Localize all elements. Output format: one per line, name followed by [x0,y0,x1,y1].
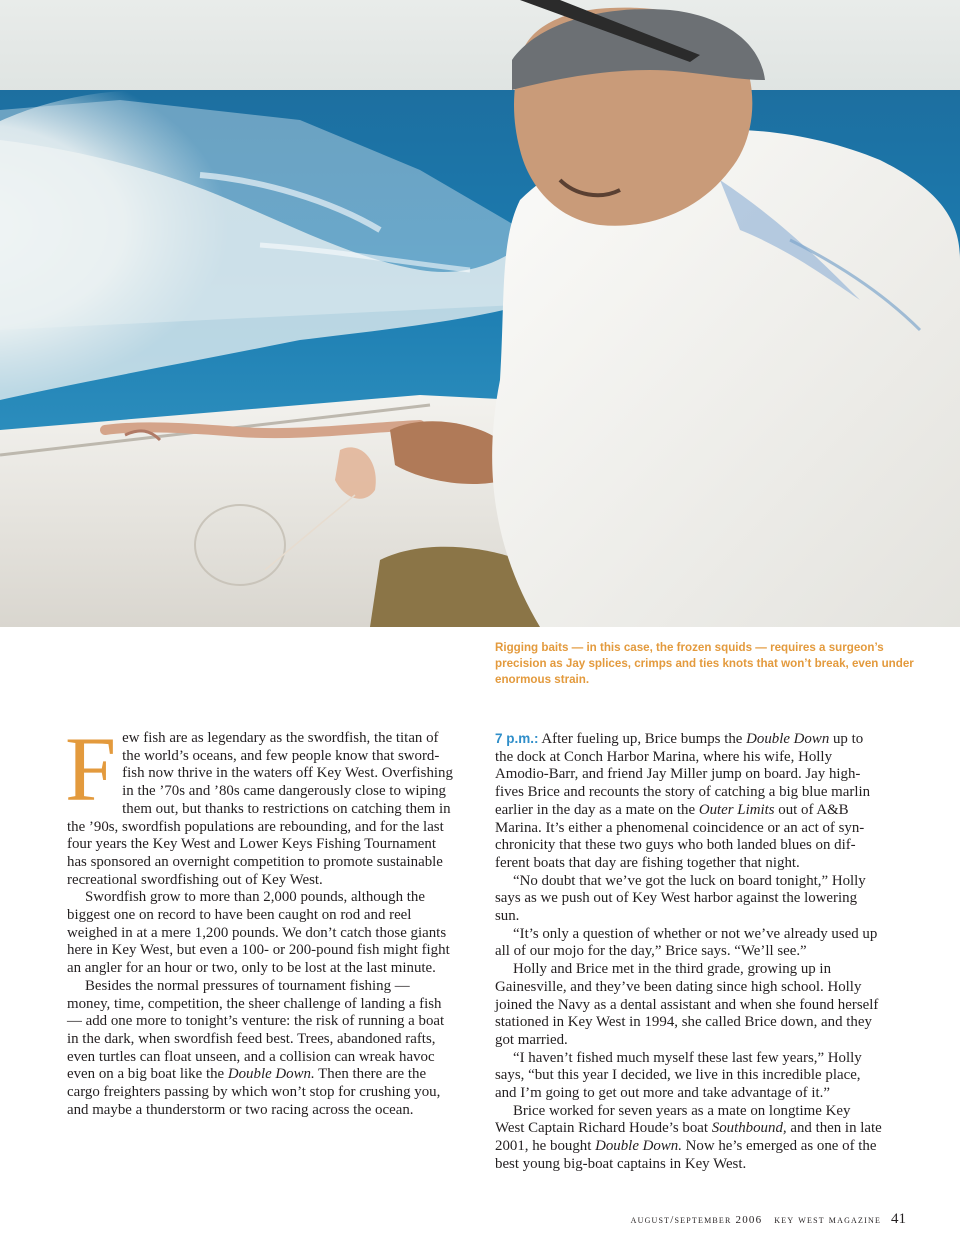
boat-name: Double Down. [595,1138,682,1155]
article-paragraph [495,1103,883,1174]
paragraph-text: Now he’s emerged as one of the best young big-boat captains in Key West. [495,1138,877,1172]
article-paragraph [495,730,883,873]
paragraph-text: After fueling up, Brice bumps the [538,731,747,747]
boat-name: Double Down [746,731,830,747]
article-paragraph [65,718,455,889]
paragraph-text: up to the dock at Conch Harbor Marina, where his wife, Holly Amodio-Barr, and friend Jay Miller jump on board. Jay high-fives Brice and recounts the story of catching a big blue marlin earlier in the day as a mate on the [495,731,871,818]
article-column-right [495,730,883,1174]
photo-caption: Rigging baits — in this case, the frozen squids — requires a surgeon’s precision as Jay splices, crimps and ties knots that won’t break, even under enormous strain. [495,641,914,686]
page-number: 41 [891,1211,906,1227]
article-paragraph: Swordfish grow to more than 2,000 pounds, although the biggest one on record to have been caught on rod and reel weighed in at a mere 1,200 pounds. We don’t catch those giants here in Key West, but even a 100- or 200-pound fish might fight an angler for an hour or two, only to be lost at the last minute. [67,889,450,977]
boat-name: Outer Limits [698,801,775,818]
paragraph-text: and then in late 2001, he bought [495,1120,882,1155]
article-paragraph: “I haven’t fished much myself these last few years,” Holly says, “but this year I decided, we live in this incredible place, and I’m going to get out more and take advantage of it.” [495,1049,862,1102]
paragraph-text: Then there are the cargo freighters passing by which won’t stop for crushing you, and maybe a thunderstorm or two racing across the ocean. [67,1066,441,1118]
paragraph-text: out of A&B Marina. It’s either a phenomenal coincidence or an act of synchronicity that these two guys who both landed blues on different boats that day are fishing together that night. [495,801,865,871]
drop-cap: F [65,718,117,820]
article-paragraph: “No doubt that we’ve got the luck on board tonight,” Holly says as we push out of Key West harbor against the lowering sun. [495,872,866,925]
paragraph-text: Brice worked for seven years as a mate on longtime Key West Captain Richard Houde’s boat [495,1102,851,1137]
magazine-name: key west magazine [774,1214,882,1226]
article-paragraph: Holly and Brice met in the third grade, growing up in Gainesville, and they’ve been dating since high school. Holly joined the Navy as a dental assistant and when she found herself stationed in Key West in 1994, she called Brice down, and they got married. [495,961,879,1048]
paragraph-text: ew fish are as legendary as the swordfish, the titan of the world’s oceans, and few people know that swordfish now thrive in the waters off Key West. Overfishing in the ’70s and ’80s came dangerously close to wiping them out, but thanks to restrictions on catching them in the ’90s, swordfish populations are rebounding, and for the last four years the Key West and Lower Keys Fishing Tournament has sponsored an overnight competition to promote sustainable recreational swordfishing out of Key West. [67,730,453,888]
timestamp-label: 7 p.m.: [495,731,539,746]
article-column-left [65,718,455,1119]
article-paragraph: “It’s only a question of whether or not we’ve already used up all of our mojo for the day,” Brice says. “We’ll see.” [495,925,878,960]
issue-date: august/september 2006 [630,1214,763,1226]
boat-name: Double Down. [227,1066,315,1083]
article-paragraph [67,978,455,1120]
boat-name: Southbound, [711,1120,787,1137]
paragraph-text: Besides the normal pressures of tournament fishing — money, time, competition, the sheer challenge of landing a fish — add one more to tonight’s venture: the risk of running a boat in the dark, when swordfish feed best. Trees, abandoned rafts, even turtles can float unseen, and a collision can wreak havoc even on a big boat like the [67,977,445,1083]
page-footer [631,1211,906,1228]
